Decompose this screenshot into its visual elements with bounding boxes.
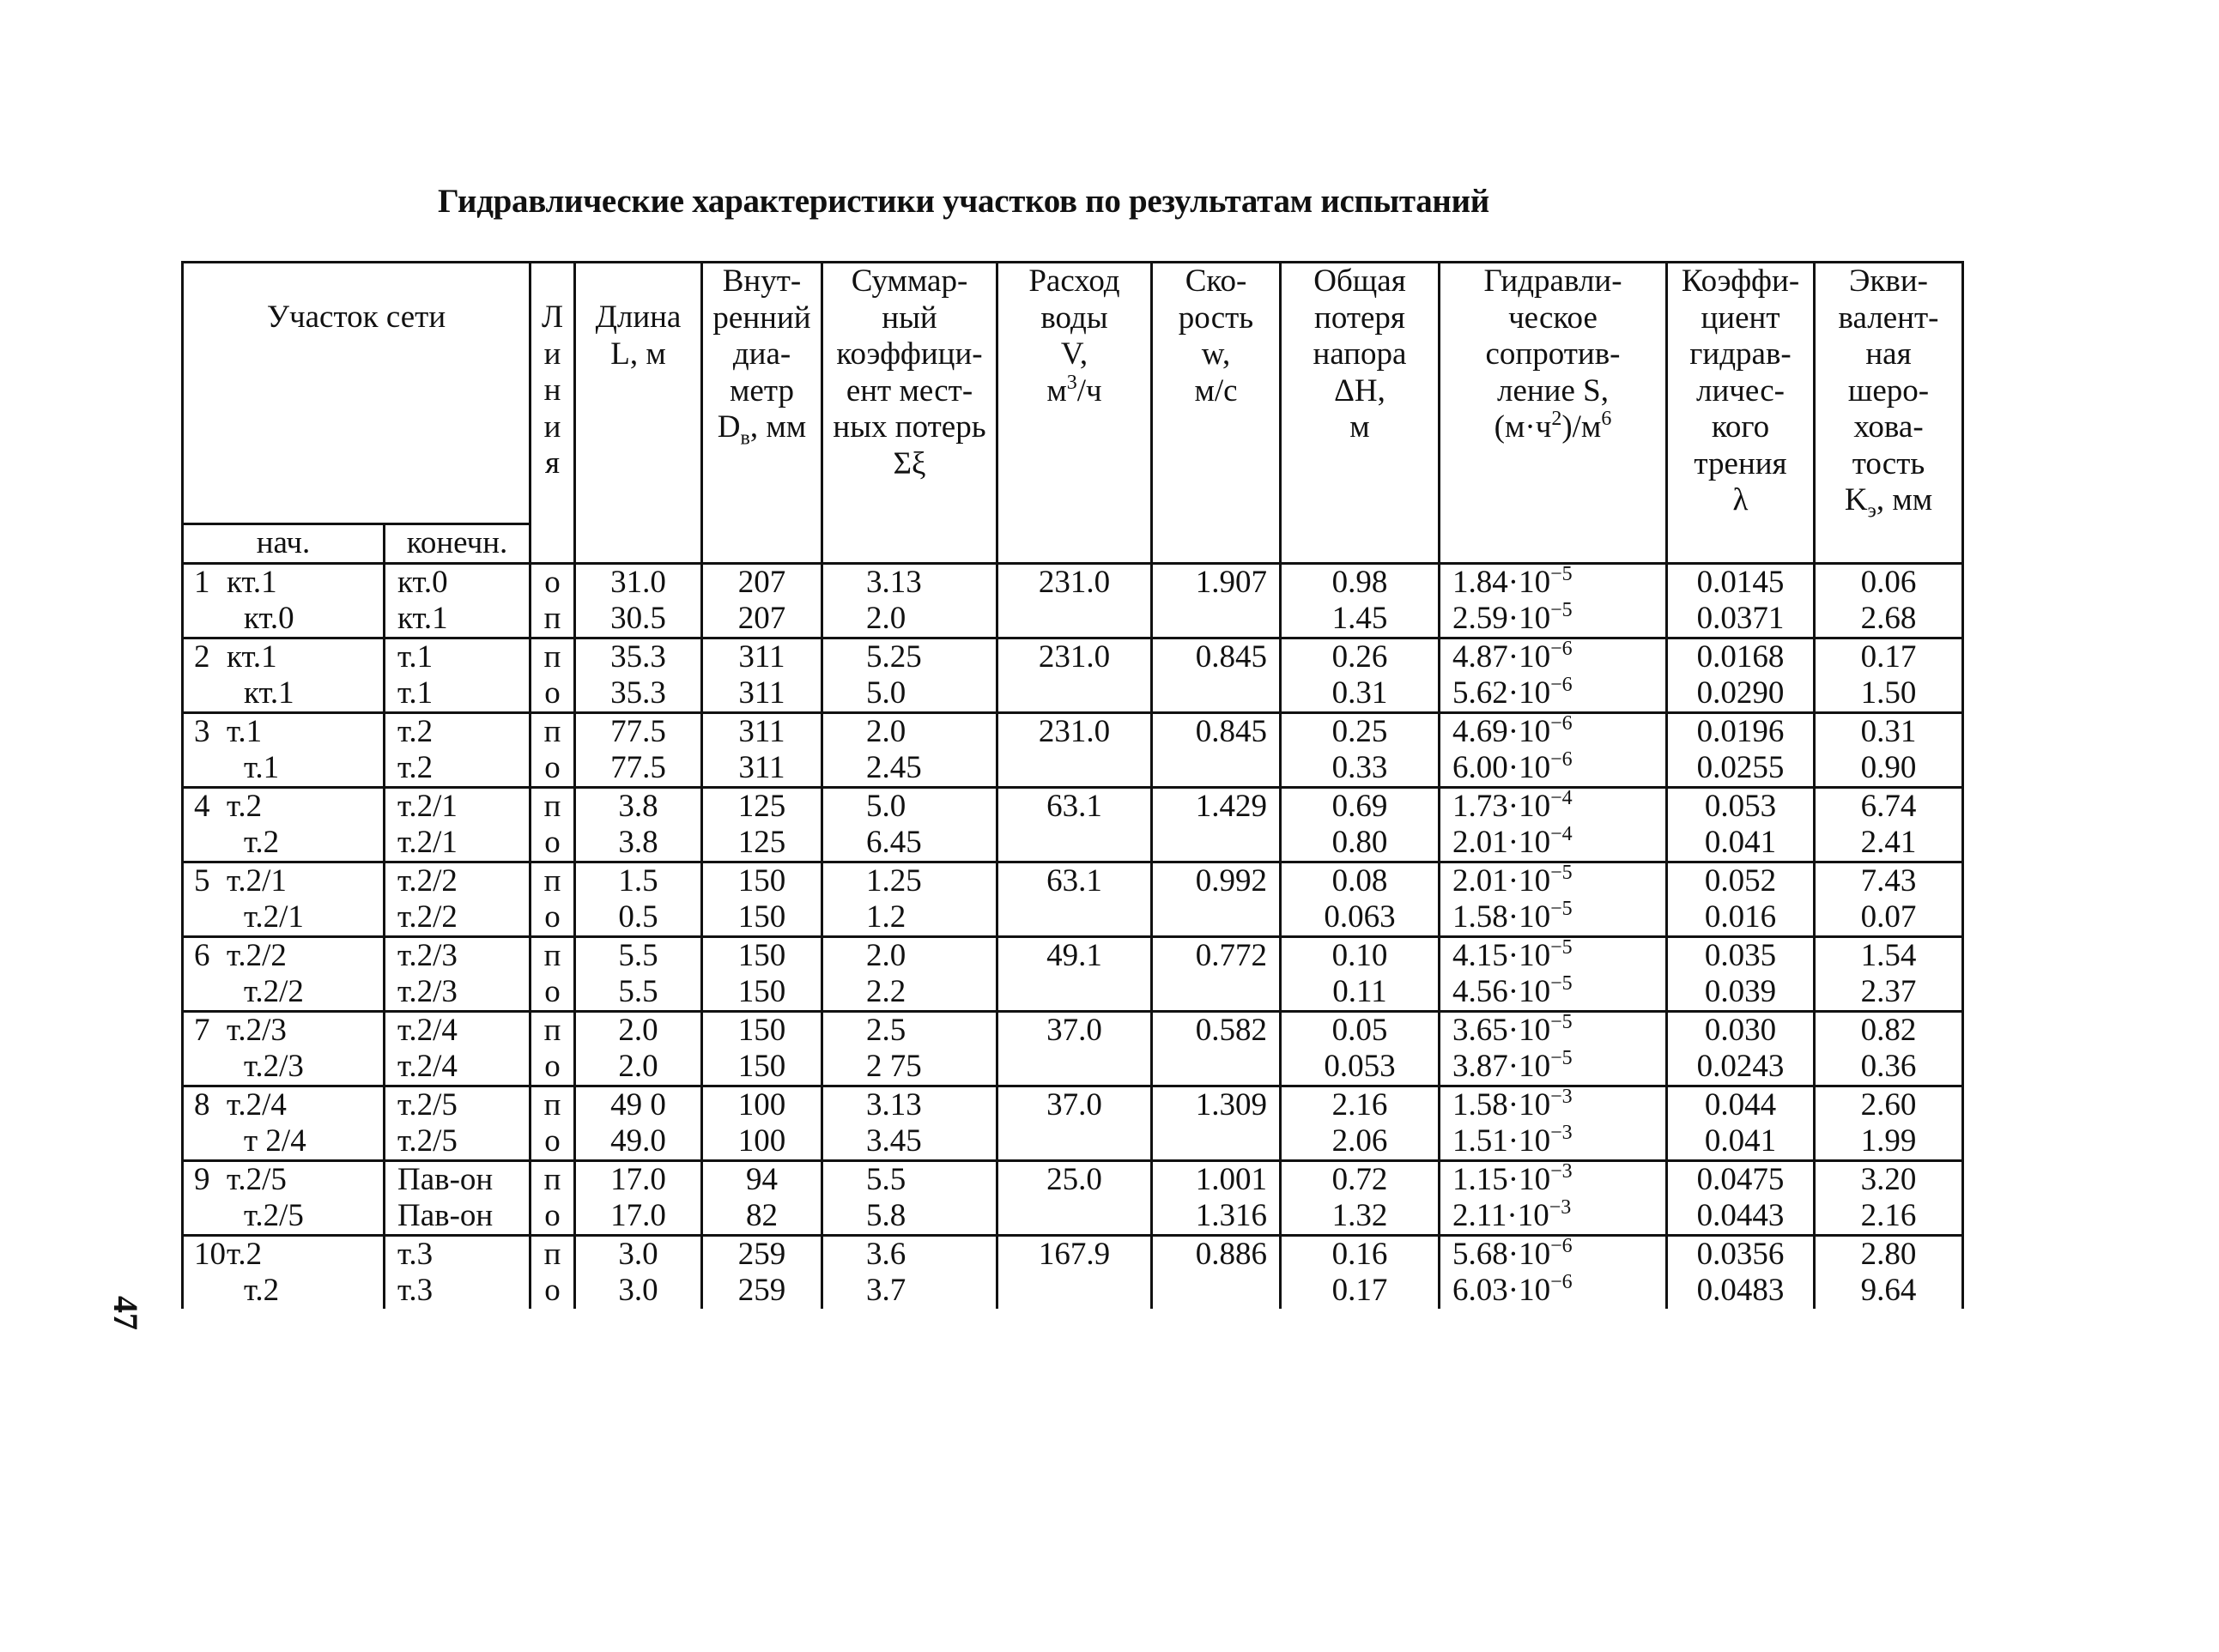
header-flow: Расход воды V, $м^3/ч$	[997, 263, 1152, 564]
roughness-cell: 6.74 2.41	[1815, 787, 1963, 862]
friction-cell: 0.053 0.041	[1667, 787, 1815, 862]
loss-coef-cell: 2.0 2.2	[822, 936, 997, 1011]
head-loss-cell: 0.98 1.45	[1281, 563, 1440, 638]
loss-coef-cell: 1.25 1.2	[822, 862, 997, 936]
velocity-cell: 1.429	[1152, 787, 1281, 862]
length-cell: 77.5 77.5	[575, 712, 702, 787]
page-title: Гидравлические характеристики участков по результатам испытаний	[438, 183, 1489, 220]
header-start: нач.	[183, 524, 385, 564]
length-cell: 49 0 49.0	[575, 1086, 702, 1160]
end-cell: т.2/5 т.2/5	[385, 1086, 530, 1160]
resistance-cell: $4.15\cdot 10^{-5}$ $4.56\cdot 10^{-5}$	[1440, 936, 1667, 1011]
roughness-cell: 3.20 2.16	[1815, 1160, 1963, 1235]
velocity-cell: 0.582	[1152, 1011, 1281, 1086]
table-row	[183, 712, 1963, 787]
start-cell: 10т.2 т.2	[183, 1235, 385, 1309]
head-loss-cell: 2.16 2.06	[1281, 1086, 1440, 1160]
diameter-cell: 94 82	[702, 1160, 822, 1235]
length-cell: 31.0 30.5	[575, 563, 702, 638]
length-cell: 2.0 2.0	[575, 1011, 702, 1086]
friction-cell: 0.0145 0.0371	[1667, 563, 1815, 638]
start-cell: 8 т.2/4 т 2/4	[183, 1086, 385, 1160]
friction-cell: 0.030 0.0243	[1667, 1011, 1815, 1086]
velocity-cell: 1.309	[1152, 1086, 1281, 1160]
head-loss-cell: 0.72 1.32	[1281, 1160, 1440, 1235]
diameter-cell: 259 259	[702, 1235, 822, 1309]
friction-cell: 0.0356 0.0483	[1667, 1235, 1815, 1309]
roughness-cell: 1.54 2.37	[1815, 936, 1963, 1011]
flow-cell: 231.0	[997, 638, 1152, 712]
roughness-cell: 0.06 2.68	[1815, 563, 1963, 638]
resistance-cell: $1.84\cdot 10^{-5}$ $2.59\cdot 10^{-5}$	[1440, 563, 1667, 638]
start-cell: 7 т.2/3 т.2/3	[183, 1011, 385, 1086]
friction-cell: 0.052 0.016	[1667, 862, 1815, 936]
line-cell: о п	[530, 563, 575, 638]
table-row	[183, 936, 1963, 1011]
roughness-cell: 0.17 1.50	[1815, 638, 1963, 712]
header-end: конечн.	[385, 524, 530, 564]
roughness-cell: 7.43 0.07	[1815, 862, 1963, 936]
length-cell: 35.3 35.3	[575, 638, 702, 712]
flow-cell: 231.0	[997, 563, 1152, 638]
diameter-cell: 311 311	[702, 712, 822, 787]
velocity-cell: 0.845	[1152, 712, 1281, 787]
end-cell: Пав-он Пав-он	[385, 1160, 530, 1235]
line-cell: п о	[530, 1011, 575, 1086]
friction-cell: 0.044 0.041	[1667, 1086, 1815, 1160]
resistance-cell: $4.87\cdot 10^{-6}$ $5.62\cdot 10^{-6}$	[1440, 638, 1667, 712]
flow-cell: 25.0	[997, 1160, 1152, 1235]
table-row	[183, 862, 1963, 936]
resistance-cell: $4.69\cdot 10^{-6}$ $6.00\cdot 10^{-6}$	[1440, 712, 1667, 787]
line-cell: п о	[530, 936, 575, 1011]
roughness-cell: 0.31 0.90	[1815, 712, 1963, 787]
roughness-cell: 0.82 0.36	[1815, 1011, 1963, 1086]
head-loss-cell: 0.05 0.053	[1281, 1011, 1440, 1086]
end-cell: т.2/1 т.2/1	[385, 787, 530, 862]
length-cell: 17.0 17.0	[575, 1160, 702, 1235]
flow-cell: 231.0	[997, 712, 1152, 787]
loss-coef-cell: 2.0 2.45	[822, 712, 997, 787]
velocity-cell: 0.845	[1152, 638, 1281, 712]
loss-coef-cell: 3.13 3.45	[822, 1086, 997, 1160]
header-head-loss: Общая потеря напора ΔH, м	[1281, 263, 1440, 564]
loss-coef-cell: 3.13 2.0	[822, 563, 997, 638]
flow-cell: 37.0	[997, 1086, 1152, 1160]
roughness-cell: 2.80 9.64	[1815, 1235, 1963, 1309]
resistance-cell: $1.58\cdot 10^{-3}$ $1.51\cdot 10^{-3}$	[1440, 1086, 1667, 1160]
flow-cell: 63.1	[997, 787, 1152, 862]
end-cell: т.2/2 т.2/2	[385, 862, 530, 936]
start-cell: 4 т.2 т.2	[183, 787, 385, 862]
length-cell: 3.0 3.0	[575, 1235, 702, 1309]
table-row	[183, 787, 1963, 862]
table-row	[183, 638, 1963, 712]
head-loss-cell: 0.69 0.80	[1281, 787, 1440, 862]
diameter-cell: 207 207	[702, 563, 822, 638]
end-cell: т.3 т.3	[385, 1235, 530, 1309]
length-cell: 3.8 3.8	[575, 787, 702, 862]
header-diameter: Внут- ренний диа- метр $D_в$, мм	[702, 263, 822, 564]
velocity-cell: 0.886	[1152, 1235, 1281, 1309]
diameter-cell: 311 311	[702, 638, 822, 712]
head-loss-cell: 0.26 0.31	[1281, 638, 1440, 712]
velocity-cell: 0.992	[1152, 862, 1281, 936]
header-resistance: Гидравли- ческое сопротив- ление S, $(м\cdot ч^2)/м^6$	[1440, 263, 1667, 564]
line-cell: п о	[530, 1086, 575, 1160]
head-loss-cell: 0.25 0.33	[1281, 712, 1440, 787]
loss-coef-cell: 5.0 6.45	[822, 787, 997, 862]
loss-coef-cell: 5.5 5.8	[822, 1160, 997, 1235]
friction-cell: 0.0475 0.0443	[1667, 1160, 1815, 1235]
table-row	[183, 1160, 1963, 1235]
start-cell: 2 кт.1 кт.1	[183, 638, 385, 712]
resistance-cell: $1.73\cdot 10^{-4}$ $2.01\cdot 10^{-4}$	[1440, 787, 1667, 862]
header-velocity: Ско- рость w, м/с	[1152, 263, 1281, 564]
friction-cell: 0.0196 0.0255	[1667, 712, 1815, 787]
line-cell: п о	[530, 1160, 575, 1235]
start-cell: 3 т.1 т.1	[183, 712, 385, 787]
line-cell: п о	[530, 638, 575, 712]
length-cell: 1.5 0.5	[575, 862, 702, 936]
header-line: Л и н и я	[530, 263, 575, 564]
velocity-cell: 1.907	[1152, 563, 1281, 638]
line-cell: п о	[530, 862, 575, 936]
loss-coef-cell: 5.25 5.0	[822, 638, 997, 712]
table-row	[183, 563, 1963, 638]
head-loss-cell: 0.16 0.17	[1281, 1235, 1440, 1309]
header-friction: Коэффи- циент гидрав- личес- кого трения λ	[1667, 263, 1815, 564]
header-length: Длина L, м	[575, 263, 702, 564]
header-roughness: Экви- валент- ная шеро- хова- тость $K_э$, мм	[1815, 263, 1963, 564]
flow-cell: 49.1	[997, 936, 1152, 1011]
flow-cell: 37.0	[997, 1011, 1152, 1086]
page-number: 47	[106, 1296, 145, 1330]
friction-cell: 0.0168 0.0290	[1667, 638, 1815, 712]
header-section: Участок сети	[183, 263, 530, 524]
table-row	[183, 1086, 1963, 1160]
flow-cell: 63.1	[997, 862, 1152, 936]
diameter-cell: 150 150	[702, 936, 822, 1011]
loss-coef-cell: 3.6 3.7	[822, 1235, 997, 1309]
header-loss-coef: Суммар- ный коэффици- ент мест- ных потерь Σξ	[822, 263, 997, 564]
table-row	[183, 1235, 1963, 1309]
line-cell: п о	[530, 787, 575, 862]
line-cell: п о	[530, 1235, 575, 1309]
end-cell: кт.0 кт.1	[385, 563, 530, 638]
velocity-cell: 1.001 1.316	[1152, 1160, 1281, 1235]
diameter-cell: 100 100	[702, 1086, 822, 1160]
roughness-cell: 2.60 1.99	[1815, 1086, 1963, 1160]
head-loss-cell: 0.08 0.063	[1281, 862, 1440, 936]
end-cell: т.2 т.2	[385, 712, 530, 787]
resistance-cell: $3.65\cdot 10^{-5}$ $3.87\cdot 10^{-5}$	[1440, 1011, 1667, 1086]
diameter-cell: 150 150	[702, 862, 822, 936]
diameter-cell: 125 125	[702, 787, 822, 862]
start-cell: 1 кт.1 кт.0	[183, 563, 385, 638]
resistance-cell: $2.01\cdot 10^{-5}$ $1.58\cdot 10^{-5}$	[1440, 862, 1667, 936]
resistance-cell: $1.15\cdot 10^{-3}$ $2.11\cdot 10^{-3}$	[1440, 1160, 1667, 1235]
end-cell: т.2/4 т.2/4	[385, 1011, 530, 1086]
length-cell: 5.5 5.5	[575, 936, 702, 1011]
end-cell: т.1 т.1	[385, 638, 530, 712]
head-loss-cell: 0.10 0.11	[1281, 936, 1440, 1011]
resistance-cell: $5.68\cdot 10^{-6}$ $6.03\cdot 10^{-6}$	[1440, 1235, 1667, 1309]
line-cell: п о	[530, 712, 575, 787]
start-cell: 9 т.2/5 т.2/5	[183, 1160, 385, 1235]
flow-cell: 167.9	[997, 1235, 1152, 1309]
start-cell: 5 т.2/1 т.2/1	[183, 862, 385, 936]
loss-coef-cell: 2.5 2 75	[822, 1011, 997, 1086]
end-cell: т.2/3 т.2/3	[385, 936, 530, 1011]
table-row	[183, 1011, 1963, 1086]
table-body	[183, 563, 1963, 1309]
diameter-cell: 150 150	[702, 1011, 822, 1086]
hydraulic-table	[181, 261, 1964, 1309]
start-cell: 6 т.2/2 т.2/2	[183, 936, 385, 1011]
friction-cell: 0.035 0.039	[1667, 936, 1815, 1011]
velocity-cell: 0.772	[1152, 936, 1281, 1011]
